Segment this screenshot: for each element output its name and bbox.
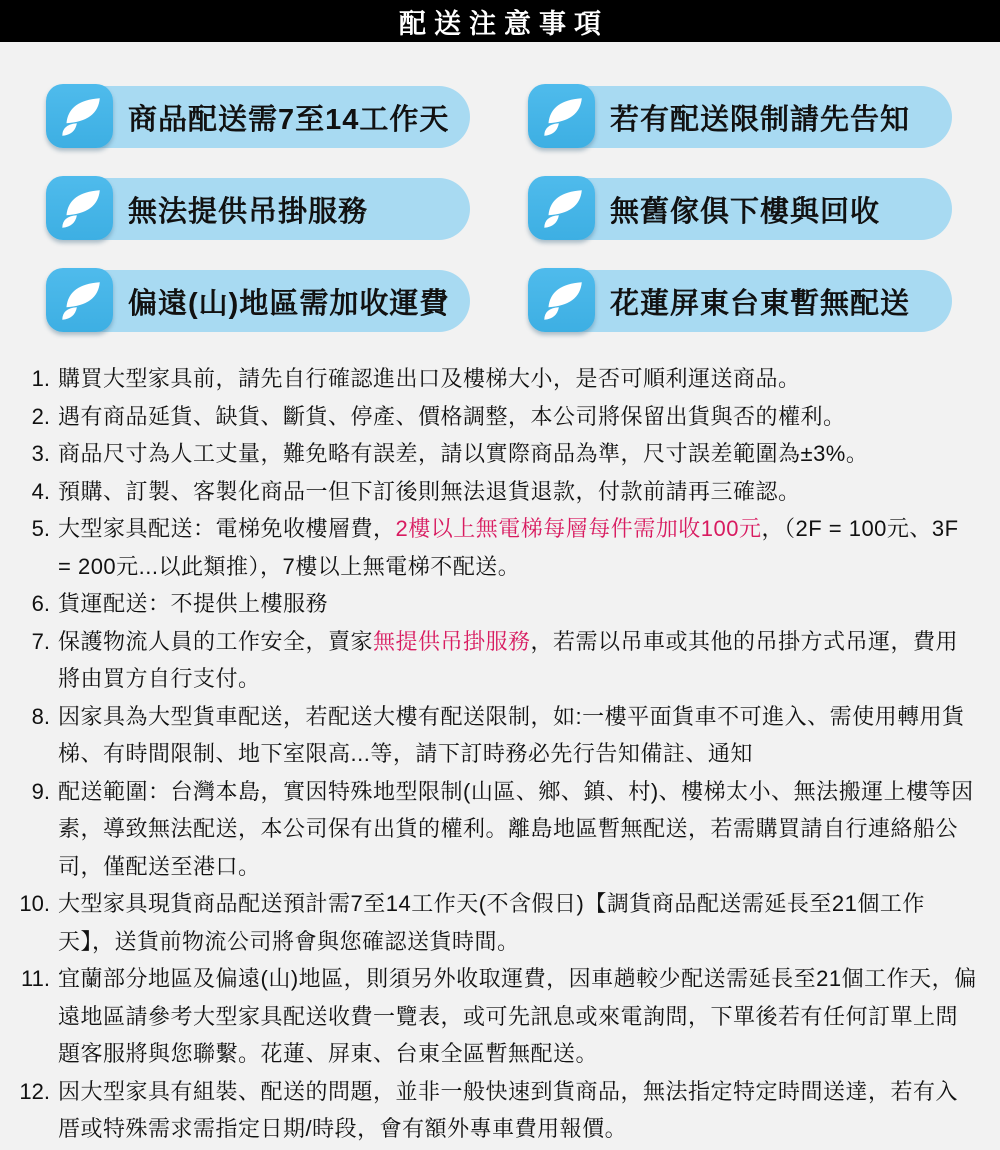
note-item-3	[16, 435, 978, 473]
note-number: 9.	[31, 778, 50, 804]
badge-delivery-days	[46, 84, 470, 150]
note-item-1	[16, 360, 978, 398]
note-number: 3.	[31, 441, 50, 466]
note-item-8	[16, 698, 978, 773]
note-segment: 大型家具配送：電梯免收樓層費，	[58, 516, 396, 541]
note-segment: 商品尺寸為人工丈量，難免略有誤差，請以實際商品為準，尺寸誤差範圍為±3%。	[58, 441, 869, 466]
note-segment: ，（2F = 100元、3F = 200元...以此類推），7樓以上無電梯不配送。	[58, 516, 959, 579]
note-number: 8.	[31, 703, 50, 729]
note-text	[58, 885, 978, 960]
badge-label: 無舊傢俱下樓與回收	[610, 195, 881, 228]
note-segment: 因大型家具有組裝、配送的問題，並非一般快速到貨商品，無法指定特定時間送達，若有入厝或特殊需求需指定日期/時段，會有額外專車費用報價。	[58, 1078, 959, 1141]
badge-remote-fee	[46, 268, 470, 334]
badge-no-delivery-regions	[528, 268, 952, 334]
note-item-5	[16, 510, 978, 585]
note-number: 2.	[31, 403, 50, 429]
notes-list	[0, 360, 1000, 1148]
note-segment: 配送範圍：台灣本島，實因特殊地型限制(山區、鄉、鎮、村)、樓梯太小、無法搬運上樓等因素，導致無法配送，本公司保有出貨的權利。離島地區暫無配送，若需購買請自行連絡船公司，僅配送至港口。	[58, 778, 974, 879]
note-text	[58, 398, 978, 436]
leaf-icon	[528, 176, 595, 240]
badge-label: 偏遠(山)地區需加收運費	[128, 287, 450, 320]
badge-pill	[62, 178, 470, 240]
note-segment: 因家具為大型貨車配送，若配送大樓有配送限制，如:一樓平面貨車不可進入、需使用轉用貨梯、有時間限制、地下室限高...等，請下訂時務必先行告知備註、通知	[58, 703, 965, 766]
badge-pill	[62, 86, 470, 148]
note-number: 4.	[31, 478, 50, 504]
leaf-icon	[528, 268, 595, 332]
note-text	[58, 698, 978, 773]
note-segment: ，若需以吊車或其他的吊掛方式吊運，費用將由買方自行支付。	[58, 628, 959, 691]
badge-pill	[544, 86, 952, 148]
note-number: 11.	[21, 966, 50, 991]
badge-no-old-furniture	[528, 176, 952, 242]
badge-notify-limit	[528, 84, 952, 150]
note-segment: 遇有商品延貨、缺貨、斷貨、停產、價格調整，本公司將保留出貨與否的權利。	[58, 403, 846, 429]
note-text	[58, 360, 978, 398]
note-item-12	[16, 1073, 978, 1148]
note-item-11	[16, 960, 978, 1073]
note-segment: 貨運配送：不提供上樓服務	[58, 591, 329, 616]
badge-label: 若有配送限制請先告知	[610, 103, 911, 136]
note-segment: 保護物流人員的工作安全，賣家	[58, 628, 374, 654]
badge-label: 無法提供吊掛服務	[128, 195, 369, 228]
note-number: 7.	[31, 628, 50, 654]
badge-label: 花蓮屏東台東暫無配送	[610, 287, 911, 320]
badge-pill	[544, 178, 952, 240]
leaf-icon	[46, 176, 113, 240]
note-segment: 宜蘭部分地區及偏遠(山)地區，則須另外收取運費，因車趟較少配送需延長至21個工作天，偏遠地區請參考大型家具配送收費一覽表，或可先訊息或來電詢問，下單後若有任何訂單上問題客服將與您聯繫。花蓮、屏東、台東全區暫無配送。	[58, 966, 977, 1066]
leaf-icon	[46, 268, 113, 332]
badge-no-hoisting	[46, 176, 470, 242]
note-item-9	[16, 773, 978, 886]
badge-pill	[544, 270, 952, 332]
badge-label: 商品配送需7至14工作天	[128, 103, 450, 136]
note-number: 1.	[31, 366, 50, 391]
note-text	[58, 960, 978, 1073]
note-item-2	[16, 398, 978, 436]
note-text	[58, 473, 978, 511]
note-item-6	[16, 585, 978, 623]
note-number: 6.	[31, 591, 50, 616]
badge-grid	[46, 84, 952, 334]
badge-pill	[62, 270, 470, 332]
note-segment: 預購、訂製、客製化商品一但下訂後則無法退貨退款，付款前請再三確認。	[58, 478, 801, 504]
note-item-4	[16, 473, 978, 511]
note-item-10	[16, 885, 978, 960]
note-text	[58, 623, 978, 698]
note-highlight: 2樓以上無電梯每層每件需加收100元	[395, 516, 762, 541]
header-bar	[0, 0, 1000, 42]
note-text	[58, 585, 978, 623]
note-number: 5.	[31, 516, 50, 541]
note-segment: 購買大型家具前，請先自行確認進出口及樓梯大小，是否可順利運送商品。	[58, 366, 801, 391]
note-text	[58, 1073, 978, 1148]
note-number: 12.	[19, 1078, 50, 1104]
note-segment: 大型家具現貨商品配送預計需7至14工作天(不含假日)【調貨商品配送需延長至21個工作天】，送貨前物流公司將會與您確認送貨時間。	[58, 891, 925, 954]
leaf-icon	[528, 84, 595, 148]
note-highlight: 無提供吊掛服務	[373, 628, 531, 654]
note-item-7	[16, 623, 978, 698]
note-text	[58, 435, 978, 473]
note-number: 10.	[19, 891, 50, 916]
page-title: 配送注意事項	[399, 8, 609, 39]
leaf-icon	[46, 84, 113, 148]
note-text	[58, 773, 978, 886]
note-text	[58, 510, 978, 585]
